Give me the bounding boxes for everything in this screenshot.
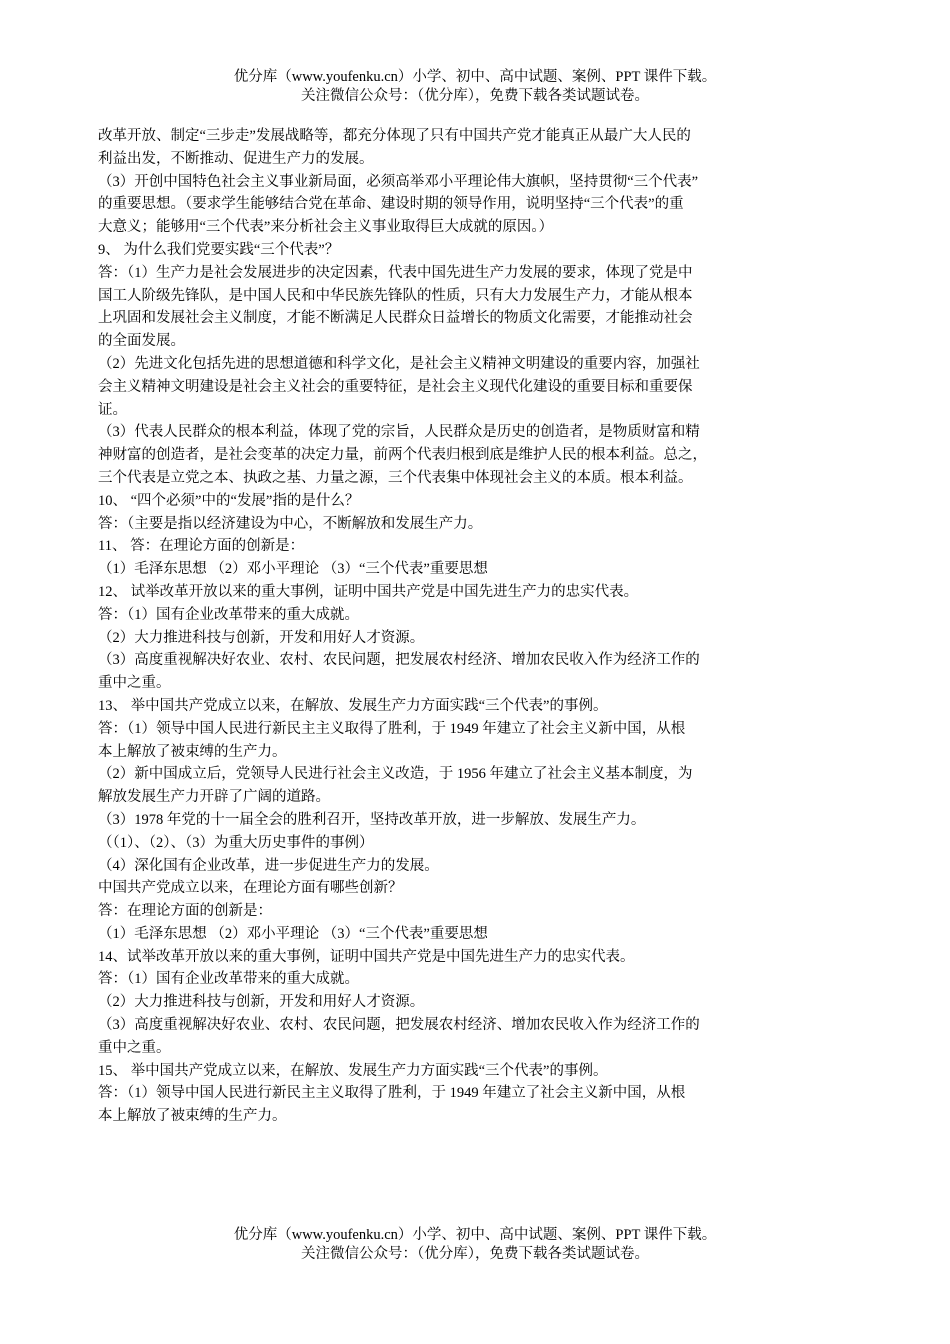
text-line: （2）先进文化包括先进的思想道德和科学文化，是社会主义精神文明建设的重要内容，加强社 (98, 355, 700, 372)
footer-line-2: 关注微信公众号：（优分库），免费下载各类试题试卷。 (301, 1246, 649, 1262)
text-line: （1）毛泽东思想 （2）邓小平理论 （3）“三个代表”重要思想 (98, 925, 488, 942)
text-line: 答：（1）领导中国人民进行新民主主义取得了胜利，于 1949 年建立了社会主义新中国，从根 (98, 1085, 686, 1102)
text-line: 神财富的创造者，是社会变革的决定力量，前两个代表归根到底是维护人民的根本利益。总之， (98, 447, 707, 464)
text-line: 中国共产党成立以来，在理论方面有哪些创新？ (98, 880, 403, 897)
text-line: 9、 为什么我们党要实践“三个代表”？ (98, 241, 340, 258)
text-line: 答：在理论方面的创新是： (98, 903, 272, 920)
text-line: 证。 (98, 401, 127, 418)
text-line: 答：（1）国有企业改革带来的重大成就。 (98, 606, 359, 623)
text-line: 12、 试举改革开放以来的重大事例，证明中国共产党是中国先进生产力的忠实代表。 (98, 583, 639, 600)
text-line: （3）1978 年党的十一届全会的胜利召开，坚持改革开放，进一步解放、发展生产力。 (98, 811, 646, 828)
text-line: 本上解放了被束缚的生产力。 (98, 743, 287, 760)
text-line: 11、 答：在理论方面的创新是： (98, 538, 305, 555)
header-line-1: 优分库（www.youfenku.cn）小学、初中、高中试题、案例、PPT 课件下载。 (233, 69, 717, 85)
text-line: （2）大力推进科技与创新，开发和用好人才资源。 (98, 994, 425, 1011)
text-line: 会主义精神文明建设是社会主义社会的重要特征，是社会主义现代化建设的重要目标和重要保 (98, 378, 693, 395)
text-line: 的全面发展。 (98, 333, 185, 350)
text-line: 利益出发，不断推动、促进生产力的发展。 (98, 150, 374, 167)
text-line: 答：（1）生产力是社会发展进步的决定因素，代表中国先进生产力发展的要求，体现了党是中 (98, 264, 693, 281)
page-footer (0, 1226, 950, 1264)
text-line: （2）新中国成立后，党领导人民进行社会主义改造，于 1956 年建立了社会主义基本制度，为 (98, 766, 693, 783)
text-line: 改革开放、制定“三步走”发展战略等，都充分体现了只有中国共产党才能真正从最广大人民的 (98, 128, 691, 144)
text-line: 重中之重。 (98, 675, 171, 692)
text-line: （2）大力推进科技与创新，开发和用好人才资源。 (98, 629, 425, 646)
footer-line-1: 优分库（www.youfenku.cn）小学、初中、高中试题、案例、PPT 课件下载。 (233, 1227, 717, 1243)
text-line: （（1）、（2）、（3）为重大历史事件的事例） (98, 834, 374, 851)
text-line: 14、试举改革开放以来的重大事例，证明中国共产党是中国先进生产力的忠实代表。 (98, 948, 635, 965)
text-line: 13、 举中国共产党成立以来，在解放、发展生产力方面实践“三个代表”的事例。 (98, 697, 608, 714)
text-line: （1）毛泽东思想 （2）邓小平理论 （3）“三个代表”重要思想 (98, 561, 488, 578)
text-line: 大意义；能够用“三个代表”来分析社会主义事业取得巨大成就的原因。） (98, 219, 554, 236)
text-line: 重中之重。 (98, 1039, 171, 1056)
text-line: 答：（主要是指以经济建设为中心，不断解放和发展生产力。 (98, 515, 483, 532)
text-line: 10、 “四个必须”中的“发展”指的是什么？ (98, 492, 360, 509)
document-body (98, 125, 778, 1128)
text-line: （3）代表人民群众的根本利益，体现了党的宗旨，人民群众是历史的创造者，是物质财富和精 (98, 424, 700, 441)
text-line: （3）高度重视解决好农业、农村、农民问题，把发展农村经济、增加农民收入作为经济工作的 (98, 652, 700, 669)
text-line: 15、 举中国共产党成立以来，在解放、发展生产力方面实践“三个代表”的事例。 (98, 1062, 608, 1079)
text-line: 答：（1）领导中国人民进行新民主主义取得了胜利，于 1949 年建立了社会主义新中国，从根 (98, 720, 686, 737)
text-line: （3）高度重视解决好农业、农村、农民问题，把发展农村经济、增加农民收入作为经济工作的 (98, 1017, 700, 1034)
header-line-2: 关注微信公众号：（优分库），免费下载各类试题试卷。 (301, 88, 649, 104)
page-header (0, 68, 950, 106)
text-line: 国工人阶级先锋队，是中国人民和中华民族先锋队的性质，只有大力发展生产力，才能从根本 (98, 287, 693, 304)
text-line: 上巩固和发展社会主义制度，才能不断满足人民群众日益增长的物质文化需要，才能推动社会 (98, 310, 693, 327)
text-line: 解放发展生产力开辟了广阔的道路。 (98, 789, 330, 806)
text-line: 的重要思想。（要求学生能够结合党在革命、建设时期的领导作用，说明坚持“三个代表”的重 (98, 196, 684, 213)
text-line: 三个代表是立党之本、执政之基、力量之源，三个代表集中体现社会主义的本质。根本利益。 (98, 469, 693, 486)
text-line: （3）开创中国特色社会主义事业新局面，必须高举邓小平理论伟大旗帜，坚持贯彻“三个代表” (98, 173, 699, 190)
text-line: 本上解放了被束缚的生产力。 (98, 1108, 287, 1125)
text-line: 答：（1）国有企业改革带来的重大成就。 (98, 971, 359, 988)
text-line: （4）深化国有企业改革，进一步促进生产力的发展。 (98, 857, 439, 874)
